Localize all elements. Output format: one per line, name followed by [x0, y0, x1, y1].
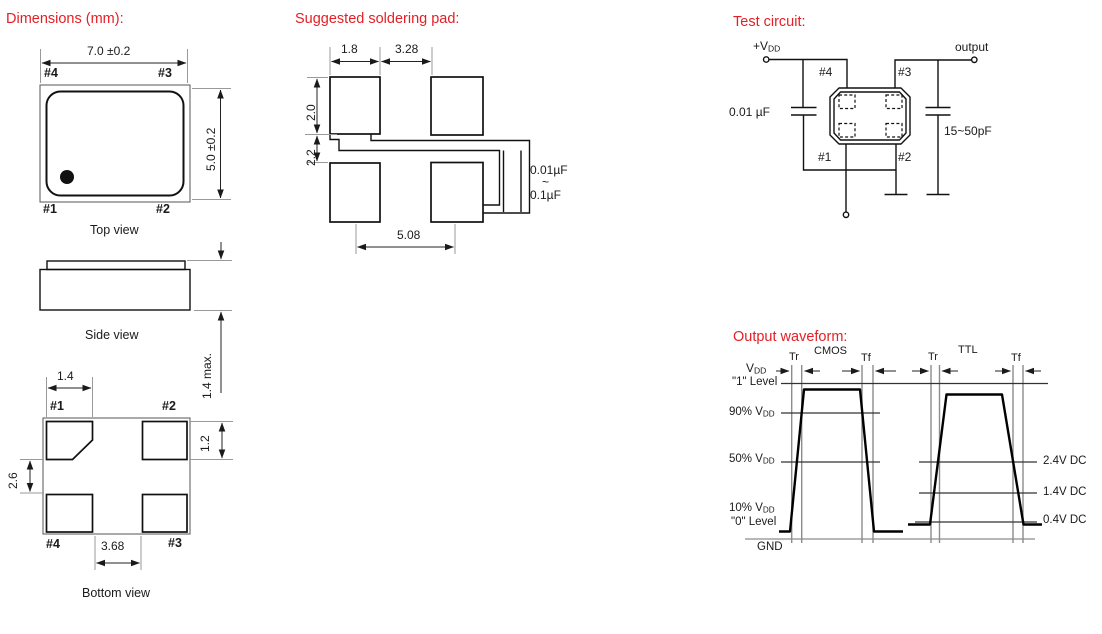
ttl-tr-label: Tr — [928, 351, 938, 363]
p50-label: 50% $V_{DD}$ — [729, 453, 775, 466]
side-view-caption: Side view — [85, 328, 139, 342]
ttl-tf-label: Tf — [1011, 352, 1021, 364]
cmos-waveform — [779, 390, 903, 532]
test-circuit-title: Test circuit: — [733, 14, 806, 30]
one-level-label: "1" Level — [732, 376, 778, 388]
bottom-pitch-dim: 3.68 — [101, 539, 125, 553]
tc-pin2-label: #2 — [898, 150, 912, 164]
oscillator-outline-inner — [834, 92, 906, 140]
osc-pad-3 — [886, 95, 902, 109]
solder-cap-min-label: 0.01µF — [530, 163, 568, 177]
wf-vdd-label: $V_{DD}$ — [746, 361, 767, 376]
solder-pad-width-dim: 1.8 — [341, 42, 358, 56]
pin1-marker-dot — [60, 170, 74, 184]
enable-terminal — [843, 212, 848, 217]
top-pin3-label: #3 — [158, 66, 172, 80]
tc-pin4-label: #4 — [819, 65, 833, 79]
bottom-outline — [43, 418, 190, 534]
trace-outer-edge — [371, 134, 530, 213]
top-pin2-label: #2 — [156, 202, 170, 216]
side-lid — [47, 261, 185, 270]
osc-pad-2 — [886, 124, 902, 138]
dc24-label: 2.4V DC — [1043, 455, 1087, 467]
side-body — [40, 270, 190, 311]
solder-pad-tl — [330, 77, 380, 134]
solder-pad-height-dim: 2.0 — [304, 104, 318, 121]
solder-pad-bl — [330, 163, 380, 222]
bottom-pin4-label: #4 — [46, 537, 60, 551]
solder-pad-gap-dim: 3.28 — [395, 42, 419, 56]
zero-level-label: "0" Level — [731, 516, 777, 528]
top-pin4-label: #4 — [44, 66, 58, 80]
bottom-pad-2 — [143, 422, 188, 460]
bottom-pad-1 — [47, 422, 93, 460]
timing-marker-lines — [792, 365, 1023, 543]
top-view-drawing — [40, 49, 231, 202]
tc-pin1-label: #1 — [818, 150, 832, 164]
capacitor-placement-marks — [504, 151, 522, 213]
gnd-label: GND — [757, 541, 783, 553]
bypass-capacitor-symbol — [791, 108, 817, 116]
bottom-pin1-label: #1 — [50, 399, 64, 413]
bottom-pin3-label: #3 — [168, 536, 182, 550]
oscillator-outline-outer — [830, 88, 910, 144]
bottom-pad-height-dim: 1.2 — [198, 435, 212, 452]
bypass-cap-label: 0.01 µF — [729, 105, 770, 119]
solder-pad-tr — [431, 77, 483, 135]
top-pin1-label: #1 — [43, 202, 57, 216]
cmos-tf-label: Tf — [861, 352, 871, 364]
dimensions-title: Dimensions (mm): — [6, 11, 124, 27]
cmos-label: CMOS — [814, 345, 847, 357]
solder-pad-br — [431, 163, 483, 223]
load-capacitor-symbol — [926, 108, 951, 116]
osc-pad-1 — [839, 124, 855, 138]
p10-label: 10% $V_{DD}$ — [729, 502, 775, 515]
waveform-title: Output waveform: — [733, 329, 848, 345]
ttl-label: TTL — [958, 344, 978, 356]
osc-pad-4 — [839, 95, 855, 109]
output-label: output — [955, 40, 989, 54]
solder-pitch-dim: 5.08 — [397, 228, 421, 242]
vdd-label: $+V_{DD}$ — [753, 39, 781, 54]
side-height-dim: 1.4 max. — [200, 352, 214, 399]
bottom-pad-4 — [47, 495, 93, 533]
load-cap-label: 15~50pF — [944, 124, 992, 138]
bottom-pad-3 — [143, 495, 188, 533]
vdd-terminal — [764, 57, 769, 62]
package-outline — [40, 85, 190, 202]
bottom-view-caption: Bottom view — [82, 586, 151, 600]
p90-label: 90% $V_{DD}$ — [729, 406, 775, 419]
tc-pin3-label: #3 — [898, 65, 912, 79]
dc04-label: 0.4V DC — [1043, 514, 1087, 526]
soldering-title: Suggested soldering pad: — [295, 11, 460, 27]
solder-row-gap-dim: 2.2 — [304, 149, 318, 166]
solder-cap-max-label: 0.1µF — [530, 188, 561, 202]
top-height-dim: 5.0 ±0.2 — [204, 127, 218, 171]
bottom-row-gap-dim: 2.6 — [6, 472, 20, 489]
bottom-pin2-label: #2 — [162, 399, 176, 413]
top-view-caption: Top view — [90, 223, 139, 237]
top-width-dim: 7.0 ±0.2 — [87, 44, 131, 58]
solder-cap-tilde: ~ — [542, 175, 550, 189]
ttl-waveform — [908, 395, 1042, 525]
trace-inner-edge — [330, 134, 500, 205]
cmos-tr-label: Tr — [789, 351, 799, 363]
output-terminal — [972, 57, 977, 62]
waveform-drawing — [745, 365, 1048, 543]
soldering-pad-drawing — [305, 47, 530, 254]
bottom-pad-width-dim: 1.4 — [57, 369, 74, 383]
dc14-label: 1.4V DC — [1043, 486, 1087, 498]
